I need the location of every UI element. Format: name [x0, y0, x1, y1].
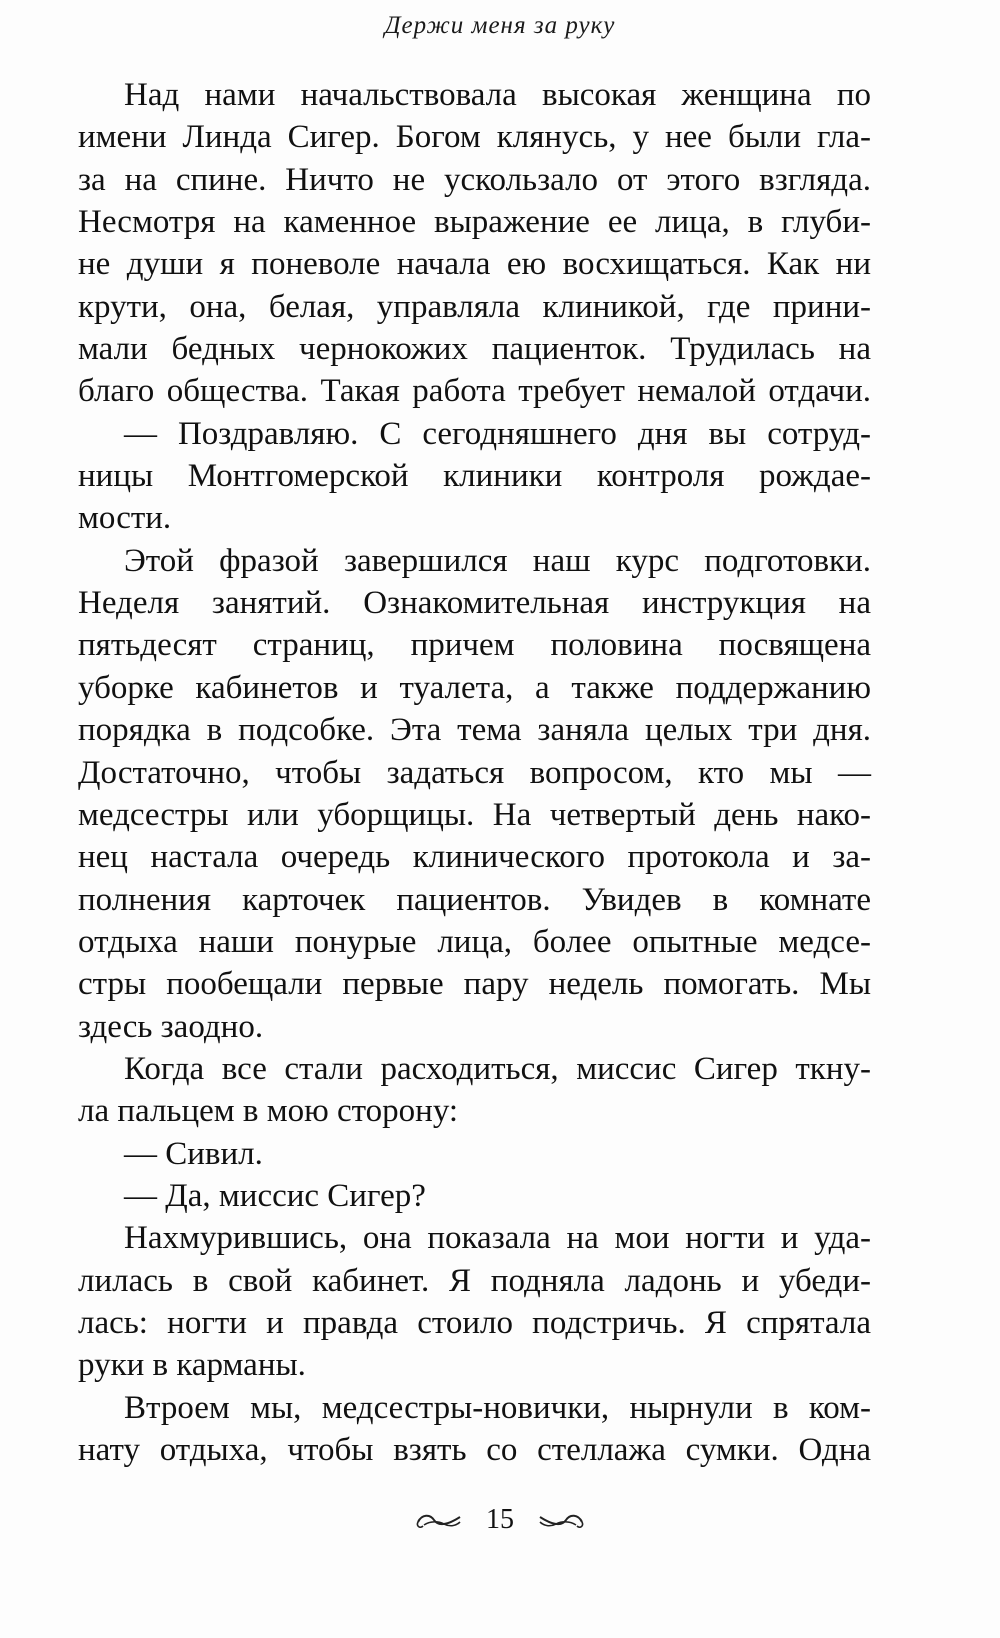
- text-line: за на спине. Ничто не ускользало от этого взгляда.: [78, 161, 871, 198]
- text-line: уборке кабинетов и туалета, а также поддержанию: [78, 669, 871, 706]
- text-line: — Да, миссис Сигер?: [124, 1177, 426, 1214]
- text-line: стры пообещали первые пару недель помогать. Мы: [78, 966, 871, 1003]
- text-line: нату отдыха, чтобы взять со стеллажа сумки. Одна: [78, 1432, 871, 1468]
- text-line: мости.: [78, 500, 172, 537]
- text-line: Достаточно, чтобы задаться вопросом, кто мы —: [78, 754, 871, 791]
- swirl-left-ornament-icon: [414, 1508, 464, 1532]
- text-line: имени Линда Сигер. Богом клянусь, у нее были гла-: [78, 119, 871, 156]
- text-line: лась: ногти и правда стоило подстричь. Я спрятала: [78, 1304, 871, 1341]
- page-number: 15: [486, 1504, 514, 1535]
- text-line: руки в карманы.: [78, 1347, 306, 1384]
- text-line: ницы Монтгомерской клиники контроля рождае-: [78, 458, 871, 495]
- swirl-right-ornament-icon: [536, 1508, 586, 1532]
- text-line: — Поздравляю. С сегодняшнего дня вы сотруд-: [124, 415, 871, 452]
- text-line: медсестры или уборщицы. На четвертый день нако-: [78, 796, 871, 833]
- text-line: Над нами начальствовала высокая женщина по: [124, 77, 871, 113]
- text-line: Неделя занятий. Ознакомительная инструкция на: [78, 585, 871, 622]
- body-text: [78, 74, 871, 1471]
- text-line: пятьдесят страниц, причем половина посвящена: [78, 627, 871, 664]
- text-line: — Сивил.: [124, 1135, 263, 1172]
- text-line: не души я поневоле начала ею восхищаться. Как ни: [78, 246, 871, 283]
- text-line: крути, она, белая, управляла клиникой, где прини-: [78, 288, 871, 325]
- running-head-title: Держи меня за руку: [384, 12, 616, 39]
- text-line: здесь заодно.: [78, 1008, 264, 1045]
- text-line: лилась в свой кабинет. Я подняла ладонь и убеди-: [78, 1262, 871, 1299]
- text-line: Втроем мы, медсестры-новички, нырнули в ком-: [124, 1389, 871, 1426]
- text-line: Нахмурившись, она показала на мои ногти и уда-: [124, 1220, 871, 1257]
- text-line: Этой фразой завершился наш курс подготовки.: [124, 542, 871, 579]
- text-line: ла пальцем в мою сторону:: [78, 1093, 459, 1130]
- text-line: Когда все стали расходиться, миссис Сигер ткну-: [124, 1050, 871, 1087]
- text-line: Несмотря на каменное выражение ее лица, в глуби-: [78, 204, 871, 241]
- text-line: полнения карточек пациентов. Увидев в комнате: [78, 881, 871, 918]
- page-footer: [0, 1504, 1000, 1536]
- text-line: мали бедных чернокожих пациенток. Трудилась на: [78, 331, 871, 368]
- text-line: благо общества. Такая работа требует немалой отдачи.: [78, 373, 871, 410]
- text-line: нец настала очередь клинического протокола и за-: [78, 839, 871, 876]
- text-line: порядка в подсобке. Эта тема заняла целых три дня.: [78, 712, 871, 749]
- text-line: отдыха наши понурые лица, более опытные медсе-: [78, 923, 871, 960]
